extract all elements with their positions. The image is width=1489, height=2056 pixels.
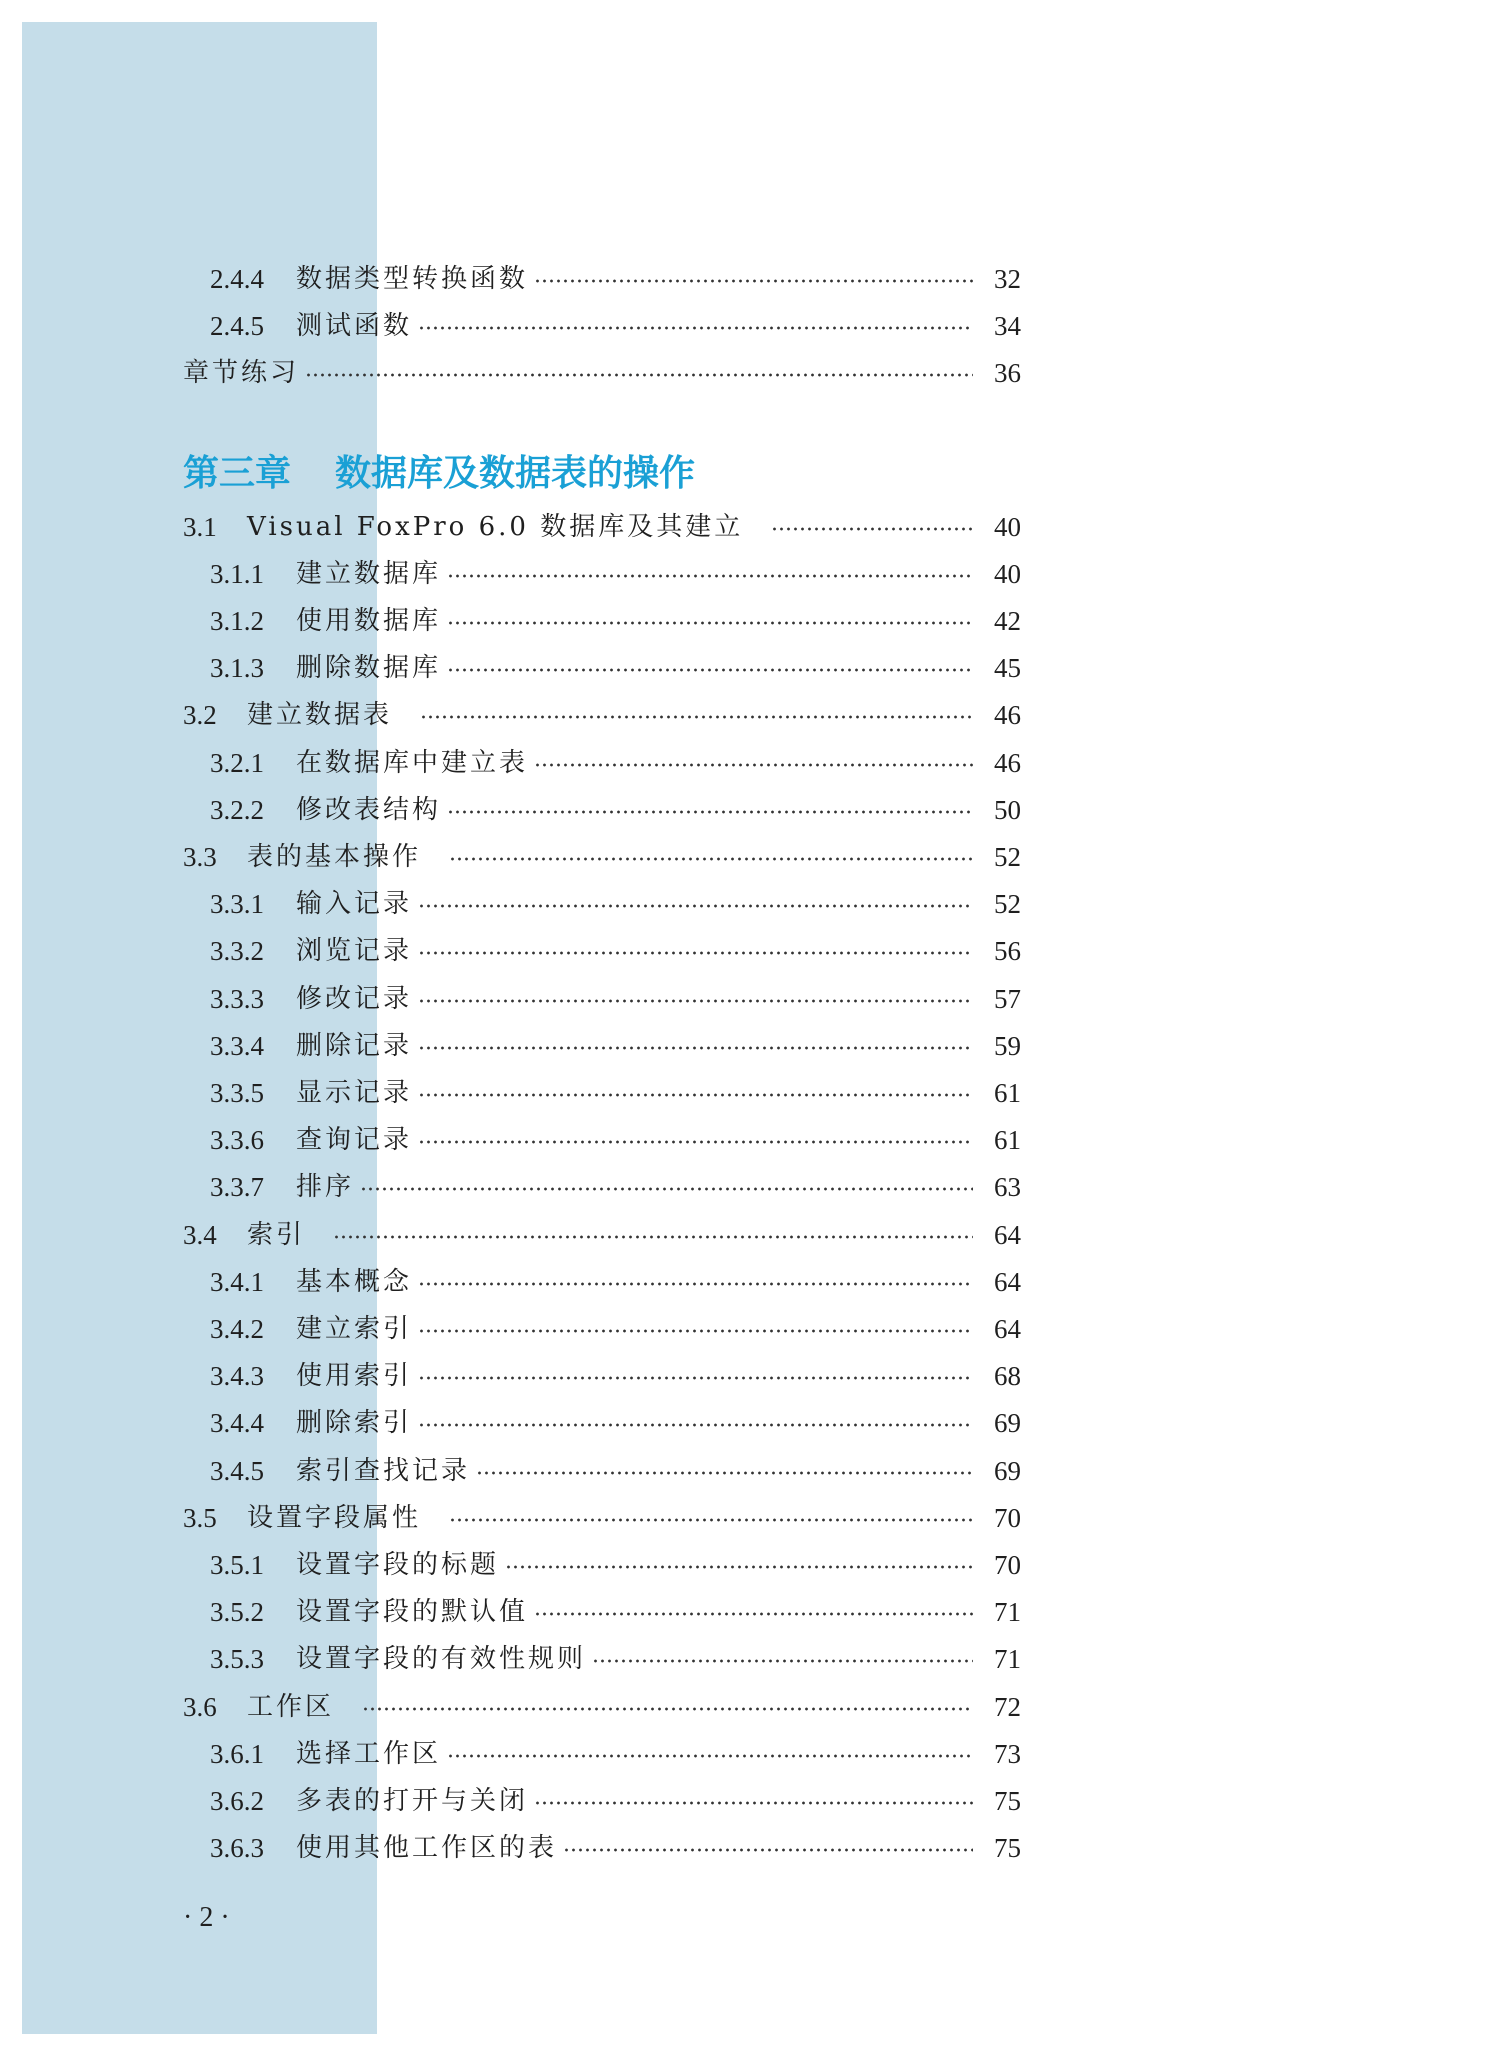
dot-leader (418, 904, 973, 908)
toc-entry-title: 使用索引 (296, 1361, 413, 1391)
toc-entry-title: 显示记录 (296, 1078, 413, 1108)
toc-entry-title: 建立数据表 (247, 700, 393, 730)
toc-entry-title: 设置字段的默认值 (296, 1597, 529, 1627)
toc-entry-number: 3.4 (183, 1220, 217, 1250)
toc-entry[interactable] (183, 598, 1021, 644)
toc-entry-title: 浏览记录 (296, 936, 413, 966)
toc-entry-page-number: 45 (994, 653, 1021, 683)
toc-entry-number: 2.4.5 (210, 311, 264, 341)
toc-entry-page-number: 46 (994, 700, 1021, 730)
toc-entry-number: 3.3 (183, 842, 217, 872)
toc-entry-page-number: 63 (994, 1172, 1021, 1202)
toc-entry-number: 3.5.1 (210, 1550, 264, 1580)
toc-entry-page-number: 72 (994, 1692, 1021, 1722)
toc-entry[interactable] (183, 928, 1021, 974)
toc-entry[interactable] (183, 1778, 1021, 1824)
page-folio: · 2 · (183, 1902, 230, 1933)
toc-entry[interactable] (183, 1825, 1021, 1871)
dot-leader (333, 1235, 973, 1239)
toc-entry-title: Visual FoxPro 6.0 数据库及其建立 (247, 512, 744, 542)
toc-entry[interactable] (183, 1684, 1021, 1730)
chapter-title: 数据库及数据表的操作 (335, 453, 696, 494)
toc-entry[interactable] (183, 1731, 1021, 1777)
toc-entry-number: 3.2.2 (210, 795, 264, 825)
toc-entry-number: 3.3.1 (210, 889, 264, 919)
toc-entry-page-number: 34 (994, 311, 1021, 341)
toc-entry-number: 3.4.1 (210, 1267, 264, 1297)
toc-entry-page-number: 50 (994, 795, 1021, 825)
toc-entry-title: 索引 (247, 1220, 306, 1250)
toc-entry-page-number: 40 (994, 559, 1021, 589)
dot-leader (447, 574, 973, 578)
toc-entry-number: 3.2.1 (210, 748, 264, 778)
toc-entry-number: 3.6.2 (210, 1786, 264, 1816)
toc-entry[interactable] (183, 1400, 1021, 1446)
toc-entry-title: 删除记录 (296, 1031, 413, 1061)
chapter-label: 第三章 (183, 453, 292, 494)
toc-entry-page-number: 69 (994, 1408, 1021, 1438)
toc-entry[interactable] (183, 1164, 1021, 1210)
toc-entry-title: 输入记录 (296, 889, 413, 919)
toc-entry-page-number: 71 (994, 1644, 1021, 1674)
toc-entry[interactable] (183, 1353, 1021, 1399)
toc-entry-number: 3.5 (183, 1503, 217, 1533)
toc-entry-page-number: 46 (994, 748, 1021, 778)
toc-entry-number: 3.6.3 (210, 1833, 264, 1863)
toc-entry-title: 建立索引 (296, 1314, 413, 1344)
dot-leader (534, 763, 973, 767)
toc-entry-page-number: 64 (994, 1314, 1021, 1344)
toc-entry[interactable] (183, 551, 1021, 597)
dot-leader (305, 373, 973, 377)
dot-leader (362, 1707, 973, 1711)
dot-leader (592, 1659, 973, 1663)
toc-entry-title: 选择工作区 (296, 1739, 442, 1769)
toc-entry-number: 3.6.1 (210, 1739, 264, 1769)
toc-entry-title: 修改表结构 (296, 795, 442, 825)
toc-entry-number: 3.4.5 (210, 1456, 264, 1486)
toc-entry[interactable] (183, 692, 1021, 738)
toc-entry-title: 测试函数 (296, 311, 413, 341)
toc-entry[interactable] (183, 1542, 1021, 1588)
toc-entry-number: 3.5.2 (210, 1597, 264, 1627)
toc-entry-number: 3.1 (183, 512, 217, 542)
toc-entry-page-number: 42 (994, 606, 1021, 636)
toc-entry-number: 2.4.4 (210, 264, 264, 294)
chapter-heading (183, 446, 695, 502)
toc-entry-title: 排序 (296, 1172, 355, 1202)
dot-leader (418, 1140, 973, 1144)
dot-leader (418, 951, 973, 955)
toc-entry-page-number: 56 (994, 936, 1021, 966)
toc-entry-number: 3.3.2 (210, 936, 264, 966)
dot-leader (418, 1093, 973, 1097)
toc-entry-number: 3.6 (183, 1692, 217, 1722)
toc-entry[interactable] (183, 504, 1021, 550)
toc-entry[interactable] (183, 1636, 1021, 1682)
toc-entry[interactable] (183, 1306, 1021, 1352)
toc-entry-page-number: 32 (994, 264, 1021, 294)
dot-leader (771, 527, 973, 531)
toc-entry-title: 章节练习 (183, 358, 300, 388)
toc-entry-title: 表的基本操作 (247, 842, 422, 872)
toc-entry[interactable] (183, 645, 1021, 691)
toc-entry[interactable] (183, 976, 1021, 1022)
dot-leader (418, 999, 973, 1003)
toc-entry-title: 工作区 (247, 1692, 335, 1722)
toc-entry[interactable] (183, 256, 1021, 302)
toc-entry-page-number: 70 (994, 1503, 1021, 1533)
toc-entry[interactable] (183, 1023, 1021, 1069)
dot-leader (447, 810, 973, 814)
toc-entry-page-number: 75 (994, 1786, 1021, 1816)
dot-leader (534, 1801, 973, 1805)
dot-leader (447, 621, 973, 625)
toc-entry-title: 设置字段的标题 (296, 1550, 500, 1580)
toc-entry-title: 基本概念 (296, 1267, 413, 1297)
toc-entry[interactable] (183, 1589, 1021, 1635)
toc-entry-page-number: 69 (994, 1456, 1021, 1486)
toc-entry[interactable] (183, 303, 1021, 349)
toc-entry-number: 3.4.3 (210, 1361, 264, 1391)
toc-entry-page-number: 52 (994, 889, 1021, 919)
toc-entry-number: 3.3.3 (210, 984, 264, 1014)
toc-entry[interactable] (183, 1070, 1021, 1116)
toc-entry[interactable] (183, 740, 1021, 786)
table-of-contents (183, 0, 1021, 1880)
toc-entry-title: 建立数据库 (296, 559, 442, 589)
dot-leader (418, 1046, 973, 1050)
toc-entry-title: 设置字段的有效性规则 (296, 1644, 587, 1674)
toc-entry[interactable] (183, 1495, 1021, 1541)
toc-entry[interactable] (183, 881, 1021, 927)
toc-entry-title: 数据类型转换函数 (296, 264, 529, 294)
toc-entry-page-number: 57 (994, 984, 1021, 1014)
toc-entry-title: 索引查找记录 (296, 1456, 471, 1486)
toc-entry-number: 3.1.3 (210, 653, 264, 683)
toc-entry-number: 3.3.7 (210, 1172, 264, 1202)
toc-entry[interactable] (183, 834, 1021, 880)
toc-entry-page-number: 68 (994, 1361, 1021, 1391)
dot-leader (505, 1565, 973, 1569)
dot-leader (447, 668, 973, 672)
toc-entry-page-number: 59 (994, 1031, 1021, 1061)
toc-entry-page-number: 71 (994, 1597, 1021, 1627)
toc-entry-number: 3.1.1 (210, 559, 264, 589)
toc-entry-title: 使用其他工作区的表 (296, 1833, 558, 1863)
dot-leader (418, 1329, 973, 1333)
toc-entry-number: 3.4.2 (210, 1314, 264, 1344)
dot-leader (563, 1848, 973, 1852)
toc-entry-page-number: 73 (994, 1739, 1021, 1769)
dot-leader (418, 1376, 973, 1380)
toc-entry-page-number: 64 (994, 1267, 1021, 1297)
toc-entry[interactable] (183, 1212, 1021, 1258)
toc-entry[interactable] (183, 350, 1021, 396)
dot-leader (418, 326, 973, 330)
toc-entry-page-number: 52 (994, 842, 1021, 872)
dot-leader (534, 279, 973, 283)
toc-entry-number: 3.4.4 (210, 1408, 264, 1438)
dot-leader (418, 1423, 973, 1427)
toc-entry-page-number: 61 (994, 1078, 1021, 1108)
toc-entry-page-number: 70 (994, 1550, 1021, 1580)
toc-entry-title: 设置字段属性 (247, 1503, 422, 1533)
toc-entry-number: 3.2 (183, 700, 217, 730)
toc-entry[interactable] (183, 1448, 1021, 1494)
toc-entry-number: 3.5.3 (210, 1644, 264, 1674)
toc-entry-title: 删除索引 (296, 1408, 413, 1438)
dot-leader (449, 857, 973, 861)
toc-entry-title: 多表的打开与关闭 (296, 1786, 529, 1816)
toc-entry-number: 3.1.2 (210, 606, 264, 636)
toc-entry-title: 使用数据库 (296, 606, 442, 636)
toc-entry-page-number: 64 (994, 1220, 1021, 1250)
dot-leader (476, 1471, 973, 1475)
dot-leader (534, 1612, 973, 1616)
dot-leader (418, 1282, 973, 1286)
toc-entry-page-number: 40 (994, 512, 1021, 542)
toc-entry-page-number: 36 (994, 358, 1021, 388)
toc-entry-page-number: 61 (994, 1125, 1021, 1155)
toc-entry[interactable] (183, 1259, 1021, 1305)
toc-entry[interactable] (183, 1117, 1021, 1163)
dot-leader (420, 715, 973, 719)
dot-leader (447, 1754, 973, 1758)
toc-entry-page-number: 75 (994, 1833, 1021, 1863)
toc-entry-number: 3.3.5 (210, 1078, 264, 1108)
toc-entry-title: 删除数据库 (296, 653, 442, 683)
dot-leader (360, 1187, 973, 1191)
toc-entry[interactable] (183, 787, 1021, 833)
toc-entry-title: 在数据库中建立表 (296, 748, 529, 778)
toc-entry-number: 3.3.4 (210, 1031, 264, 1061)
toc-entry-title: 修改记录 (296, 984, 413, 1014)
dot-leader (449, 1518, 973, 1522)
toc-entry-number: 3.3.6 (210, 1125, 264, 1155)
toc-entry-title: 查询记录 (296, 1125, 413, 1155)
